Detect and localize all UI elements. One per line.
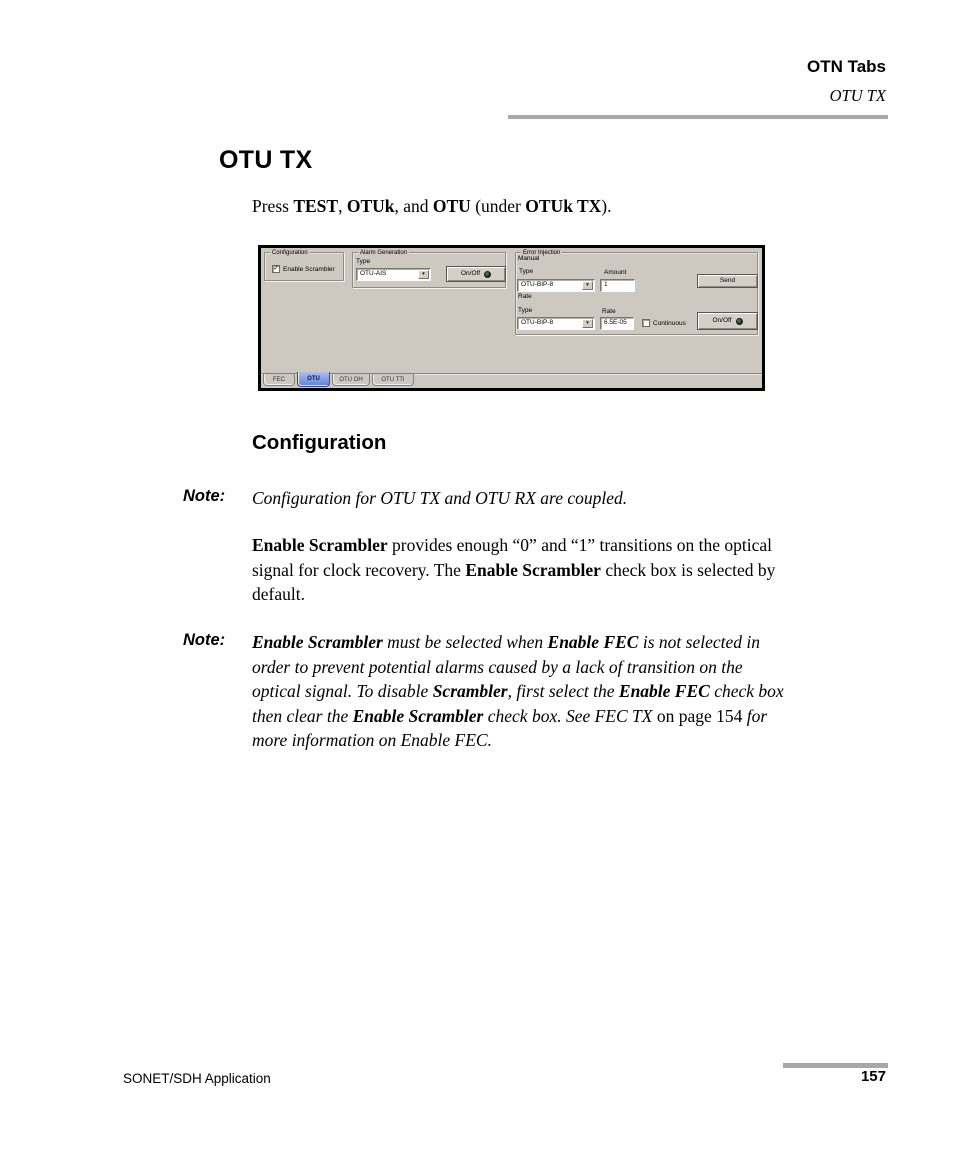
alarm-onoff-label: On/Off <box>460 269 481 277</box>
checkmark-icon: ✓ <box>273 265 279 272</box>
led-indicator <box>484 271 491 278</box>
amount-label: Amount <box>604 269 627 276</box>
dropdown-arrow-icon[interactable]: ▼ <box>582 281 593 290</box>
manual-type-value: OTU-BIP-8 <box>521 281 554 288</box>
continuous-label: Continuous <box>653 320 686 327</box>
manual-section-divider <box>518 256 756 263</box>
note2-text: Enable Scrambler must be selected when Enable FEC is not selected in order to prevent potential alarms caused by a lack of transition on the optical signal. To disable Scrambler, first select the Enable FEC check box then clear the Enable Scrambler check box. See FEC TX on page 154 for more information on Enable FEC. <box>252 632 784 750</box>
tab-fec[interactable]: FEC <box>263 374 295 386</box>
continuous-checkbox[interactable] <box>642 319 650 327</box>
enable-scrambler-checkbox[interactable] <box>272 265 280 273</box>
rate-section-label: Rate <box>518 293 532 300</box>
note1-text: Configuration for OTU TX and OTU RX are coupled. <box>252 488 628 508</box>
error-injection-group-title: Error Injection <box>523 250 561 256</box>
rate-input[interactable]: 6.5E-05 <box>600 317 634 330</box>
rate-type-value: OTU-BIP-8 <box>521 319 554 326</box>
ui-screenshot <box>258 245 765 391</box>
enable-scrambler-label: Enable Scrambler <box>283 266 335 273</box>
manual-type-label: Type <box>519 268 534 275</box>
rate-section-divider <box>518 294 756 301</box>
body-paragraph: Enable Scrambler provides enough “0” and “1” transitions on the optical signal for clock recovery. The Enable Scrambler check box is selected by default. <box>252 535 776 605</box>
rate-label: Rate <box>602 308 616 315</box>
note2-label: Note: <box>183 631 226 649</box>
alarm-type-label: Type <box>356 258 371 265</box>
rate-onoff-label: On/Off <box>712 316 732 324</box>
alarm-type-dropdown[interactable] <box>356 268 431 281</box>
manual-section-label: Manual <box>518 255 540 262</box>
alarm-generation-groupbox <box>352 252 506 288</box>
dropdown-arrow-icon[interactable]: ▼ <box>582 319 593 328</box>
tab-otu-oh[interactable]: OTU OH <box>332 374 370 386</box>
led-indicator <box>736 318 743 325</box>
rate-type-dropdown[interactable] <box>517 317 595 330</box>
alarm-type-value: OTU-AIS <box>360 270 387 277</box>
tab-otu-tti[interactable]: OTU TTI <box>372 374 414 386</box>
configuration-group-title: Configuration <box>272 250 308 256</box>
header-section-title: OTN Tabs <box>806 57 886 76</box>
send-button[interactable] <box>697 274 758 288</box>
note1-label: Note: <box>183 487 226 505</box>
configuration-groupbox <box>264 252 344 281</box>
alarm-onoff-button[interactable] <box>446 266 506 282</box>
dropdown-arrow-icon[interactable]: ▼ <box>418 270 429 279</box>
send-button-label: Send <box>719 276 736 284</box>
page-number: 157 <box>860 1068 886 1085</box>
tab-otu[interactable]: OTU <box>297 372 330 387</box>
header-subsection-title: OTU TX <box>829 86 886 105</box>
footer-app-name: SONET/SDH Application <box>123 1071 271 1086</box>
manual-type-dropdown[interactable] <box>517 279 595 292</box>
header-rule <box>508 115 888 119</box>
rate-type-label: Type <box>518 307 533 314</box>
intro-text: Press TEST, OTUk, and OTU (under OTUk TX). <box>252 196 612 216</box>
page-title: OTU TX <box>219 146 313 174</box>
amount-input[interactable]: 1 <box>600 279 635 292</box>
alarm-generation-group-title: Alarm Generation <box>360 250 408 256</box>
error-injection-groupbox <box>515 252 758 335</box>
section-heading: Configuration <box>252 431 387 454</box>
rate-onoff-button[interactable] <box>697 312 758 330</box>
